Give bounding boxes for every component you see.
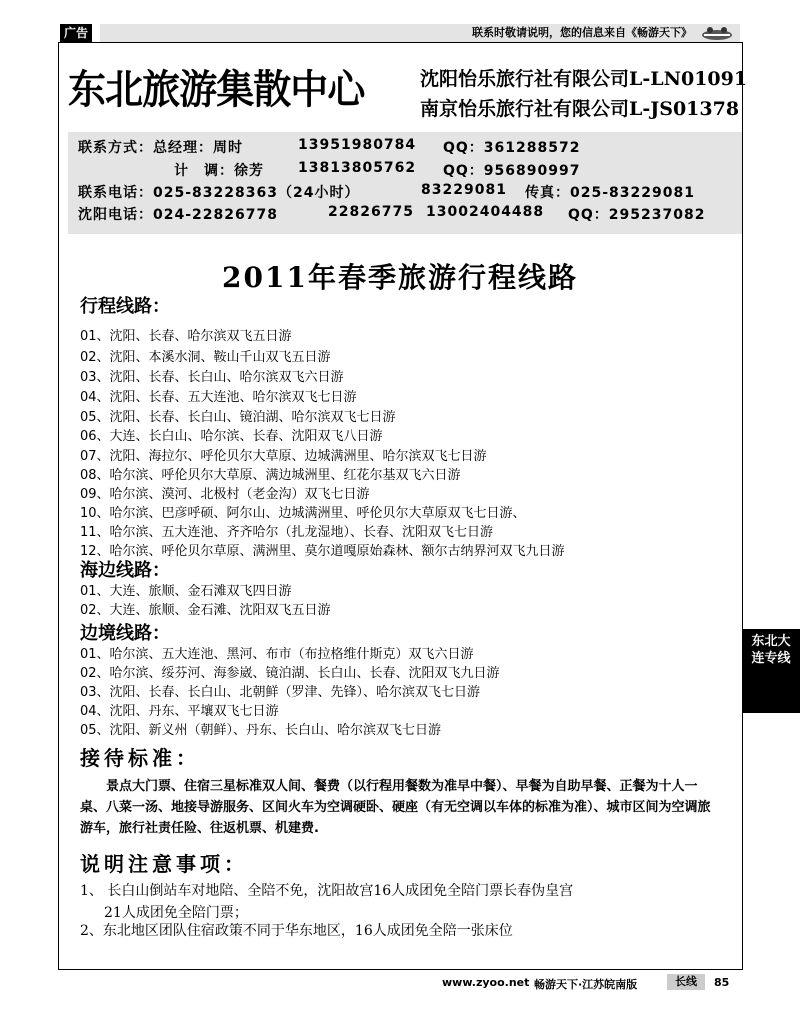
contact-planner-qq: QQ：956890997 — [443, 163, 581, 179]
seaside-item: 02、大连、旅顺、金石滩、沈阳双飞五日游 — [80, 603, 331, 618]
contact-phone: 联系电话：025-83228363（24小时） — [78, 185, 360, 201]
contact-phone-2: 83229081 — [421, 182, 507, 198]
itinerary-item: 11、哈尔滨、五大连池、齐齐哈尔（扎龙湿地）、长春、沈阳双飞七日游 — [80, 525, 494, 540]
border-item: 01、哈尔滨、五大连池、黑河、布市（布拉格维什斯克）双飞六日游 — [80, 647, 474, 662]
header-note: 联系时敬请说明，您的信息来自《畅游天下》 — [472, 26, 692, 39]
itinerary-item: 04、沈阳、长春、五大连池、哈尔滨双飞七日游 — [80, 390, 357, 405]
mascot-logo-icon — [698, 25, 736, 41]
ad-label: 广告 — [60, 24, 92, 42]
border-item: 03、沈阳、长春、长白山、北朝鲜（罗津、先锋）、哈尔滨双飞七日游 — [80, 685, 481, 700]
itinerary-item: 06、大连、长白山、哈尔滨、长春、沈阳双飞八日游 — [80, 429, 383, 444]
itinerary-item: 07、沈阳、海拉尔、呼伦贝尔大草原、边城满洲里、哈尔滨双飞七日游 — [80, 449, 487, 464]
shenyang-qq: QQ：295237082 — [568, 207, 706, 223]
contact-fax: 传真：025-83229081 — [525, 185, 695, 201]
itinerary-item: 05、沈阳、长春、长白山、镜泊湖、哈尔滨双飞七日游 — [80, 410, 396, 425]
contact-manager: 联系方式：总经理：周时 — [78, 140, 243, 156]
company-name-nanjing: 南京怡乐旅行社有限公司L-JS01378 — [420, 98, 740, 120]
routes-title: 2011年春季旅游行程线路 — [222, 261, 578, 294]
itinerary-item: 09、哈尔滨、漠河、北极村（老金沟）双飞七日游 — [80, 487, 370, 502]
itinerary-item: 03、沈阳、长春、长白山、哈尔滨双飞六日游 — [80, 370, 344, 385]
footer-section-tag: 长线 — [667, 974, 705, 990]
contact-planner: 计 调：徐芳 — [174, 163, 264, 179]
border-item: 05、沈阳、新义州（朝鲜）、丹东、长白山、哈尔滨双飞七日游 — [80, 723, 442, 738]
notes-heading: 说明注意事项： — [80, 852, 248, 876]
page-title: 东北旅游集散中心 — [68, 67, 365, 113]
header-note-bar — [100, 24, 740, 42]
side-tab-label: 东北大连专线 — [751, 634, 791, 666]
shenyang-mobile: 13002404488 — [426, 204, 545, 220]
border-item: 04、沈阳、丹东、平壤双飞七日游 — [80, 704, 279, 719]
border-heading: 边境线路： — [80, 623, 170, 644]
itinerary-item: 12、哈尔滨、呼伦贝尔草原、满洲里、莫尔道嘎原始森林、额尔古纳界河双飞九日游 — [80, 544, 565, 559]
section-side-tab — [742, 629, 800, 713]
shenyang-phone-2: 22826775 — [328, 204, 414, 220]
note-2: 2、东北地区团队住宿政策不同于华东地区，16人成团免全陪一张床位 — [80, 923, 513, 939]
border-item: 02、哈尔滨、绥芬河、海参崴、镜泊湖、长白山、长春、沈阳双飞九日游 — [80, 666, 500, 681]
seaside-item: 01、大连、旅顺、金石滩双飞四日游 — [80, 584, 292, 599]
contact-planner-phone: 13813805762 — [298, 160, 417, 176]
page-number: 85 — [714, 976, 730, 989]
reception-heading: 接待标准： — [80, 746, 200, 770]
contact-manager-qq: QQ：361288572 — [443, 140, 581, 156]
itinerary-heading: 行程线路： — [80, 296, 170, 317]
reception-text: 景点大门票、住宿三星标准双人间、餐费（以行程用餐数为准早中餐）、早餐为自助早餐、正餐为十人一桌、八菜一汤、地接导游服务、区间火车为空调硬卧、硬座（有无空调以车体的标准为准）、城市区间为空调旅游车，旅行社责任险、往返机票、机建费. — [80, 779, 711, 836]
seaside-heading: 海边线路： — [80, 560, 170, 581]
footer-magazine: 畅游天下·江苏皖南版 — [534, 978, 638, 991]
itinerary-item: 02、沈阳、本溪水洞、鞍山千山双飞五日游 — [80, 350, 331, 365]
itinerary-item: 10、哈尔滨、巴彦呼硕、阿尔山、边城满洲里、呼伦贝尔大草原双飞七日游、 — [80, 506, 526, 521]
itinerary-item: 08、哈尔滨、呼伦贝尔大草原、满边城洲里、红花尔基双飞六日游 — [80, 468, 461, 483]
note-1: 1、 长白山倒站车对地陪、全陪不免，沈阳故宫16人成团免全陪门票长春伪皇宫 — [80, 883, 574, 899]
footer-website: www.zyoo.net — [442, 976, 530, 989]
shenyang-phone: 沈阳电话：024-22826778 — [78, 207, 278, 223]
itinerary-item: 01、沈阳、长春、哈尔滨双飞五日游 — [80, 329, 292, 344]
contact-manager-phone: 13951980784 — [298, 137, 417, 153]
note-1-continued: 21人成团免全陪门票； — [104, 905, 248, 921]
company-name-shenyang: 沈阳怡乐旅行社有限公司L-LN01091 — [420, 68, 748, 90]
